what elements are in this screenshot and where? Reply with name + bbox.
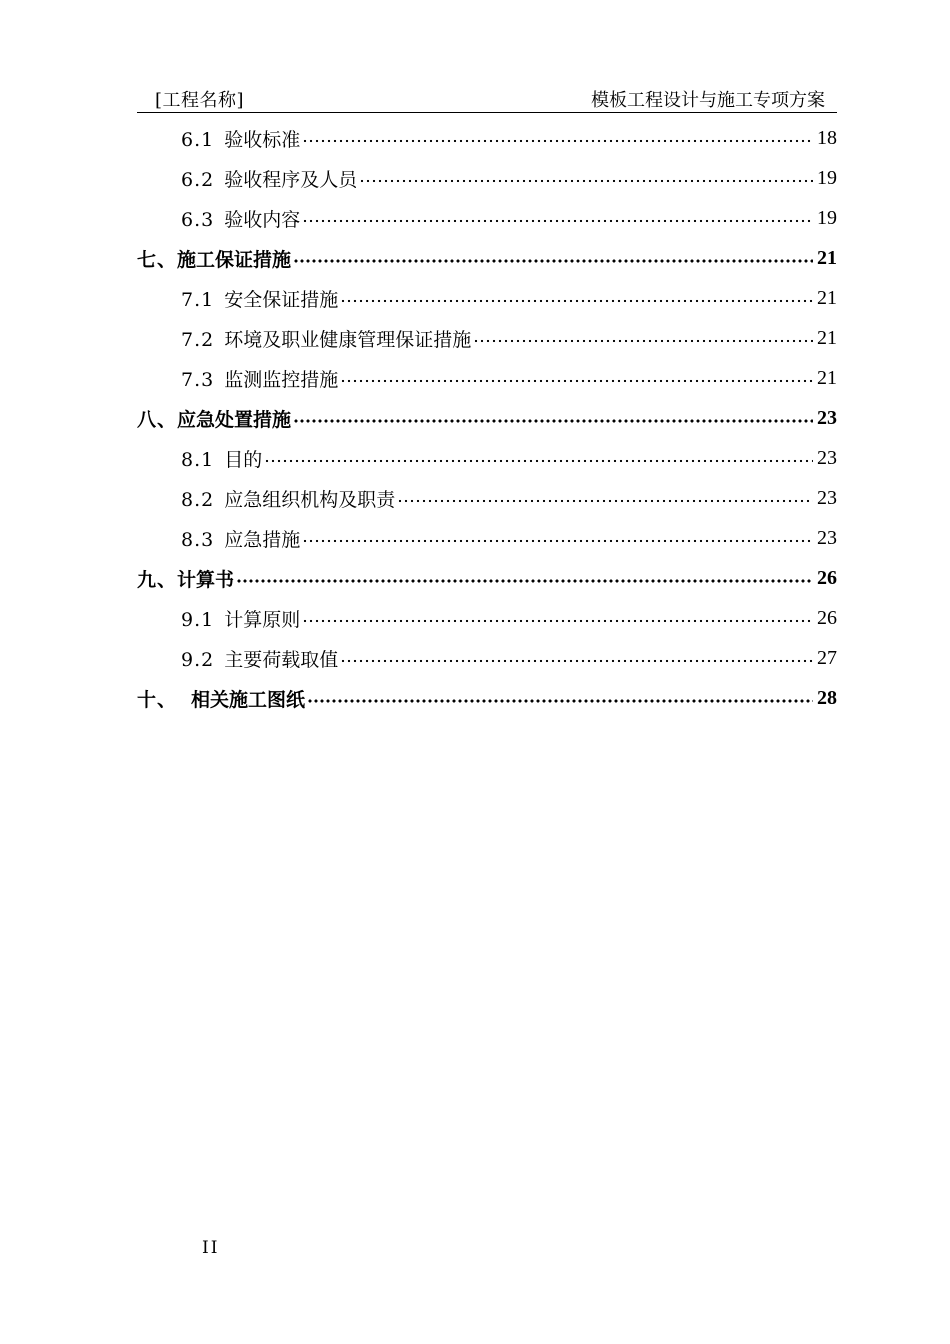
table-of-contents [137,118,837,718]
toc-entry-number: 6.3 [181,208,215,231]
toc-entry-title: 验收标准 [224,128,301,151]
dot-leader [397,498,813,504]
toc-entry[interactable] [137,518,837,558]
toc-entry-number: 7.3 [181,368,215,391]
toc-entry-label [181,125,300,152]
toc-entry[interactable] [137,558,837,598]
toc-entry[interactable] [137,598,837,638]
toc-entry[interactable] [137,678,837,718]
dot-leader [264,458,813,464]
toc-entry-label [137,405,291,432]
toc-entry[interactable] [137,438,837,478]
toc-entry-page: 21 [817,366,837,389]
toc-entry-label [181,525,300,552]
toc-entry-title: 计算书 [177,568,235,591]
toc-entry-page: 21 [817,286,837,309]
toc-entry-number: 十、 [137,688,178,711]
toc-entry-title: 施工保证措施 [177,248,292,271]
toc-entry-label [181,325,471,352]
toc-entry[interactable] [137,398,837,438]
toc-entry-title: 应急措施 [224,528,301,551]
dot-leader [302,538,813,544]
toc-entry-number: 6.1 [181,128,215,151]
toc-entry-page: 19 [817,206,837,229]
toc-entry-number: 八、 [137,408,178,431]
dot-leader [359,178,813,184]
toc-entry-title: 安全保证措施 [224,288,339,311]
document-title: 模板工程设计与施工专项方案 [591,90,825,111]
toc-entry-number: 8.1 [181,448,215,471]
dot-leader [236,578,813,584]
toc-entry-page: 21 [817,326,837,349]
toc-entry-label [181,445,262,472]
dot-leader [307,698,813,704]
project-name: [工程名称] [155,90,245,111]
toc-entry-page: 23 [817,446,837,469]
dot-leader [302,218,813,224]
toc-entry[interactable] [137,278,837,318]
toc-entry-label [137,565,234,592]
toc-entry-page: 21 [817,246,837,269]
toc-entry-number: 九、 [137,568,178,591]
toc-entry-title: 验收内容 [224,208,301,231]
toc-entry-title: 监测监控措施 [224,368,339,391]
toc-entry-page: 26 [817,606,837,629]
toc-entry-page: 27 [817,646,837,669]
dot-leader [473,338,813,344]
toc-entry[interactable] [137,358,837,398]
toc-entry-title: 目的 [224,448,263,471]
page-number: II [202,1238,220,1258]
page-header [137,84,837,113]
toc-entry-number: 7.1 [181,288,215,311]
dot-leader [302,618,813,624]
toc-entry[interactable] [137,238,837,278]
toc-entry-page: 23 [817,406,837,429]
toc-entry[interactable] [137,478,837,518]
toc-entry-label [181,485,395,512]
dot-leader [340,378,813,384]
toc-entry-page: 28 [817,686,837,709]
toc-entry-label [181,205,300,232]
toc-entry-label [181,285,338,312]
toc-entry-label [181,605,300,632]
toc-entry-number: 8.3 [181,528,215,551]
toc-entry-number: 9.1 [181,608,215,631]
toc-entry[interactable] [137,318,837,358]
toc-entry-title: 计算原则 [224,608,301,631]
toc-entry-page: 23 [817,486,837,509]
toc-entry-label [137,685,305,712]
dot-leader [293,258,813,264]
toc-entry[interactable] [137,158,837,198]
dot-leader [293,418,813,424]
dot-leader [302,138,813,144]
toc-entry-title: 验收程序及人员 [224,168,358,191]
toc-entry-label [181,365,338,392]
toc-entry-page: 19 [817,166,837,189]
toc-entry-label [181,165,357,192]
toc-entry-number: 七、 [137,248,178,271]
toc-entry-number: 9.2 [181,648,215,671]
dot-leader [340,658,813,664]
toc-entry[interactable] [137,118,837,158]
toc-entry-page: 23 [817,526,837,549]
toc-entry-page: 18 [817,126,837,149]
toc-entry-title: 环境及职业健康管理保证措施 [224,328,472,351]
toc-entry[interactable] [137,638,837,678]
toc-entry-number: 7.2 [181,328,215,351]
toc-entry-title: 相关施工图纸 [191,688,306,711]
toc-entry-label [137,245,291,272]
toc-entry-title: 应急处置措施 [177,408,292,431]
toc-entry-title: 应急组织机构及职责 [224,488,396,511]
dot-leader [340,298,813,304]
toc-entry[interactable] [137,198,837,238]
toc-entry-number: 8.2 [181,488,215,511]
toc-entry-page: 26 [817,566,837,589]
toc-entry-label [181,645,338,672]
toc-entry-number: 6.2 [181,168,215,191]
toc-entry-title: 主要荷载取值 [224,648,339,671]
